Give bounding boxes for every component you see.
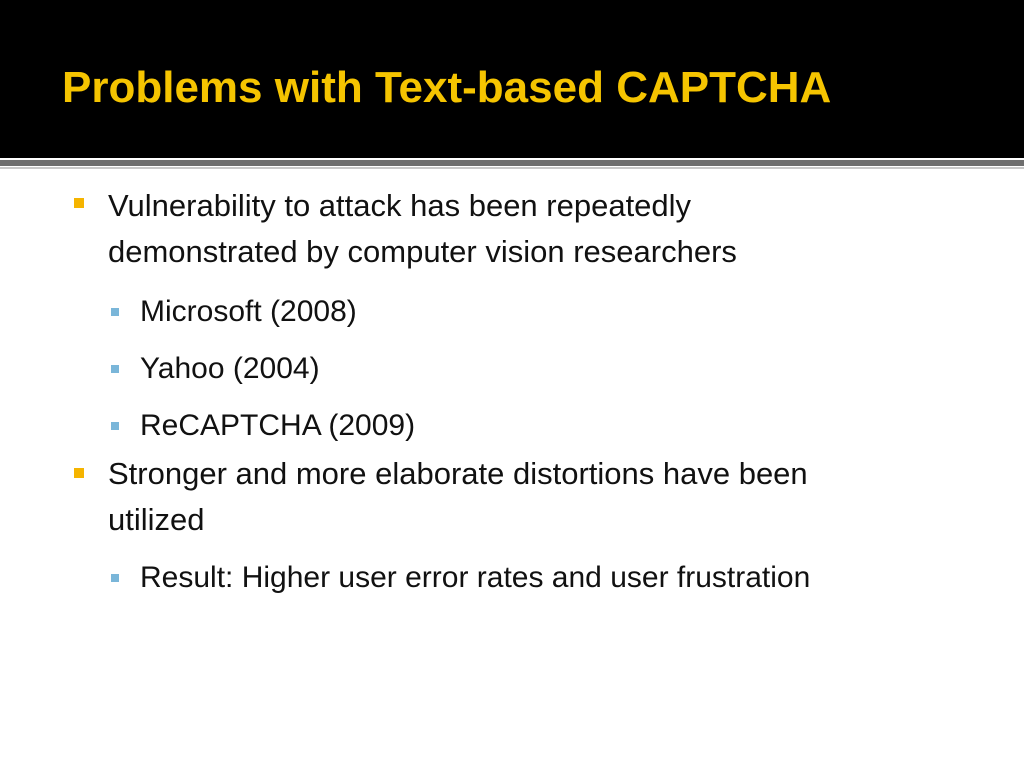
sub-bullet-text: Result: Higher user error rates and user frustration [140, 561, 811, 594]
sub-bullet-square-icon [111, 308, 119, 316]
sub-bullet-item [140, 404, 1000, 448]
bullet-item [108, 451, 988, 543]
bullet-square-icon [74, 198, 84, 208]
bullet-line: demonstrated by computer vision researchers [108, 234, 737, 269]
sub-bullet-square-icon [111, 422, 119, 430]
sub-bullet-text: Yahoo (2004) [140, 352, 320, 385]
sub-bullet-square-icon [111, 574, 119, 582]
bullet-square-icon [74, 468, 84, 478]
bullet-line: Vulnerability to attack has been repeatedly [108, 188, 692, 223]
sub-bullet-text: Microsoft (2008) [140, 295, 357, 328]
sub-bullet-text: ReCAPTCHA (2009) [140, 409, 416, 442]
sub-bullet-item [140, 556, 1000, 600]
slide-title: Problems with Text-based CAPTCHA [62, 63, 832, 112]
sub-bullet-square-icon [111, 365, 119, 373]
bullet-line: utilized [108, 502, 205, 537]
bullet-item [108, 183, 988, 275]
sub-bullet-item [140, 347, 1000, 391]
sub-bullet-item [140, 290, 1000, 334]
bullet-line: Stronger and more elaborate distortions have been [108, 456, 808, 491]
